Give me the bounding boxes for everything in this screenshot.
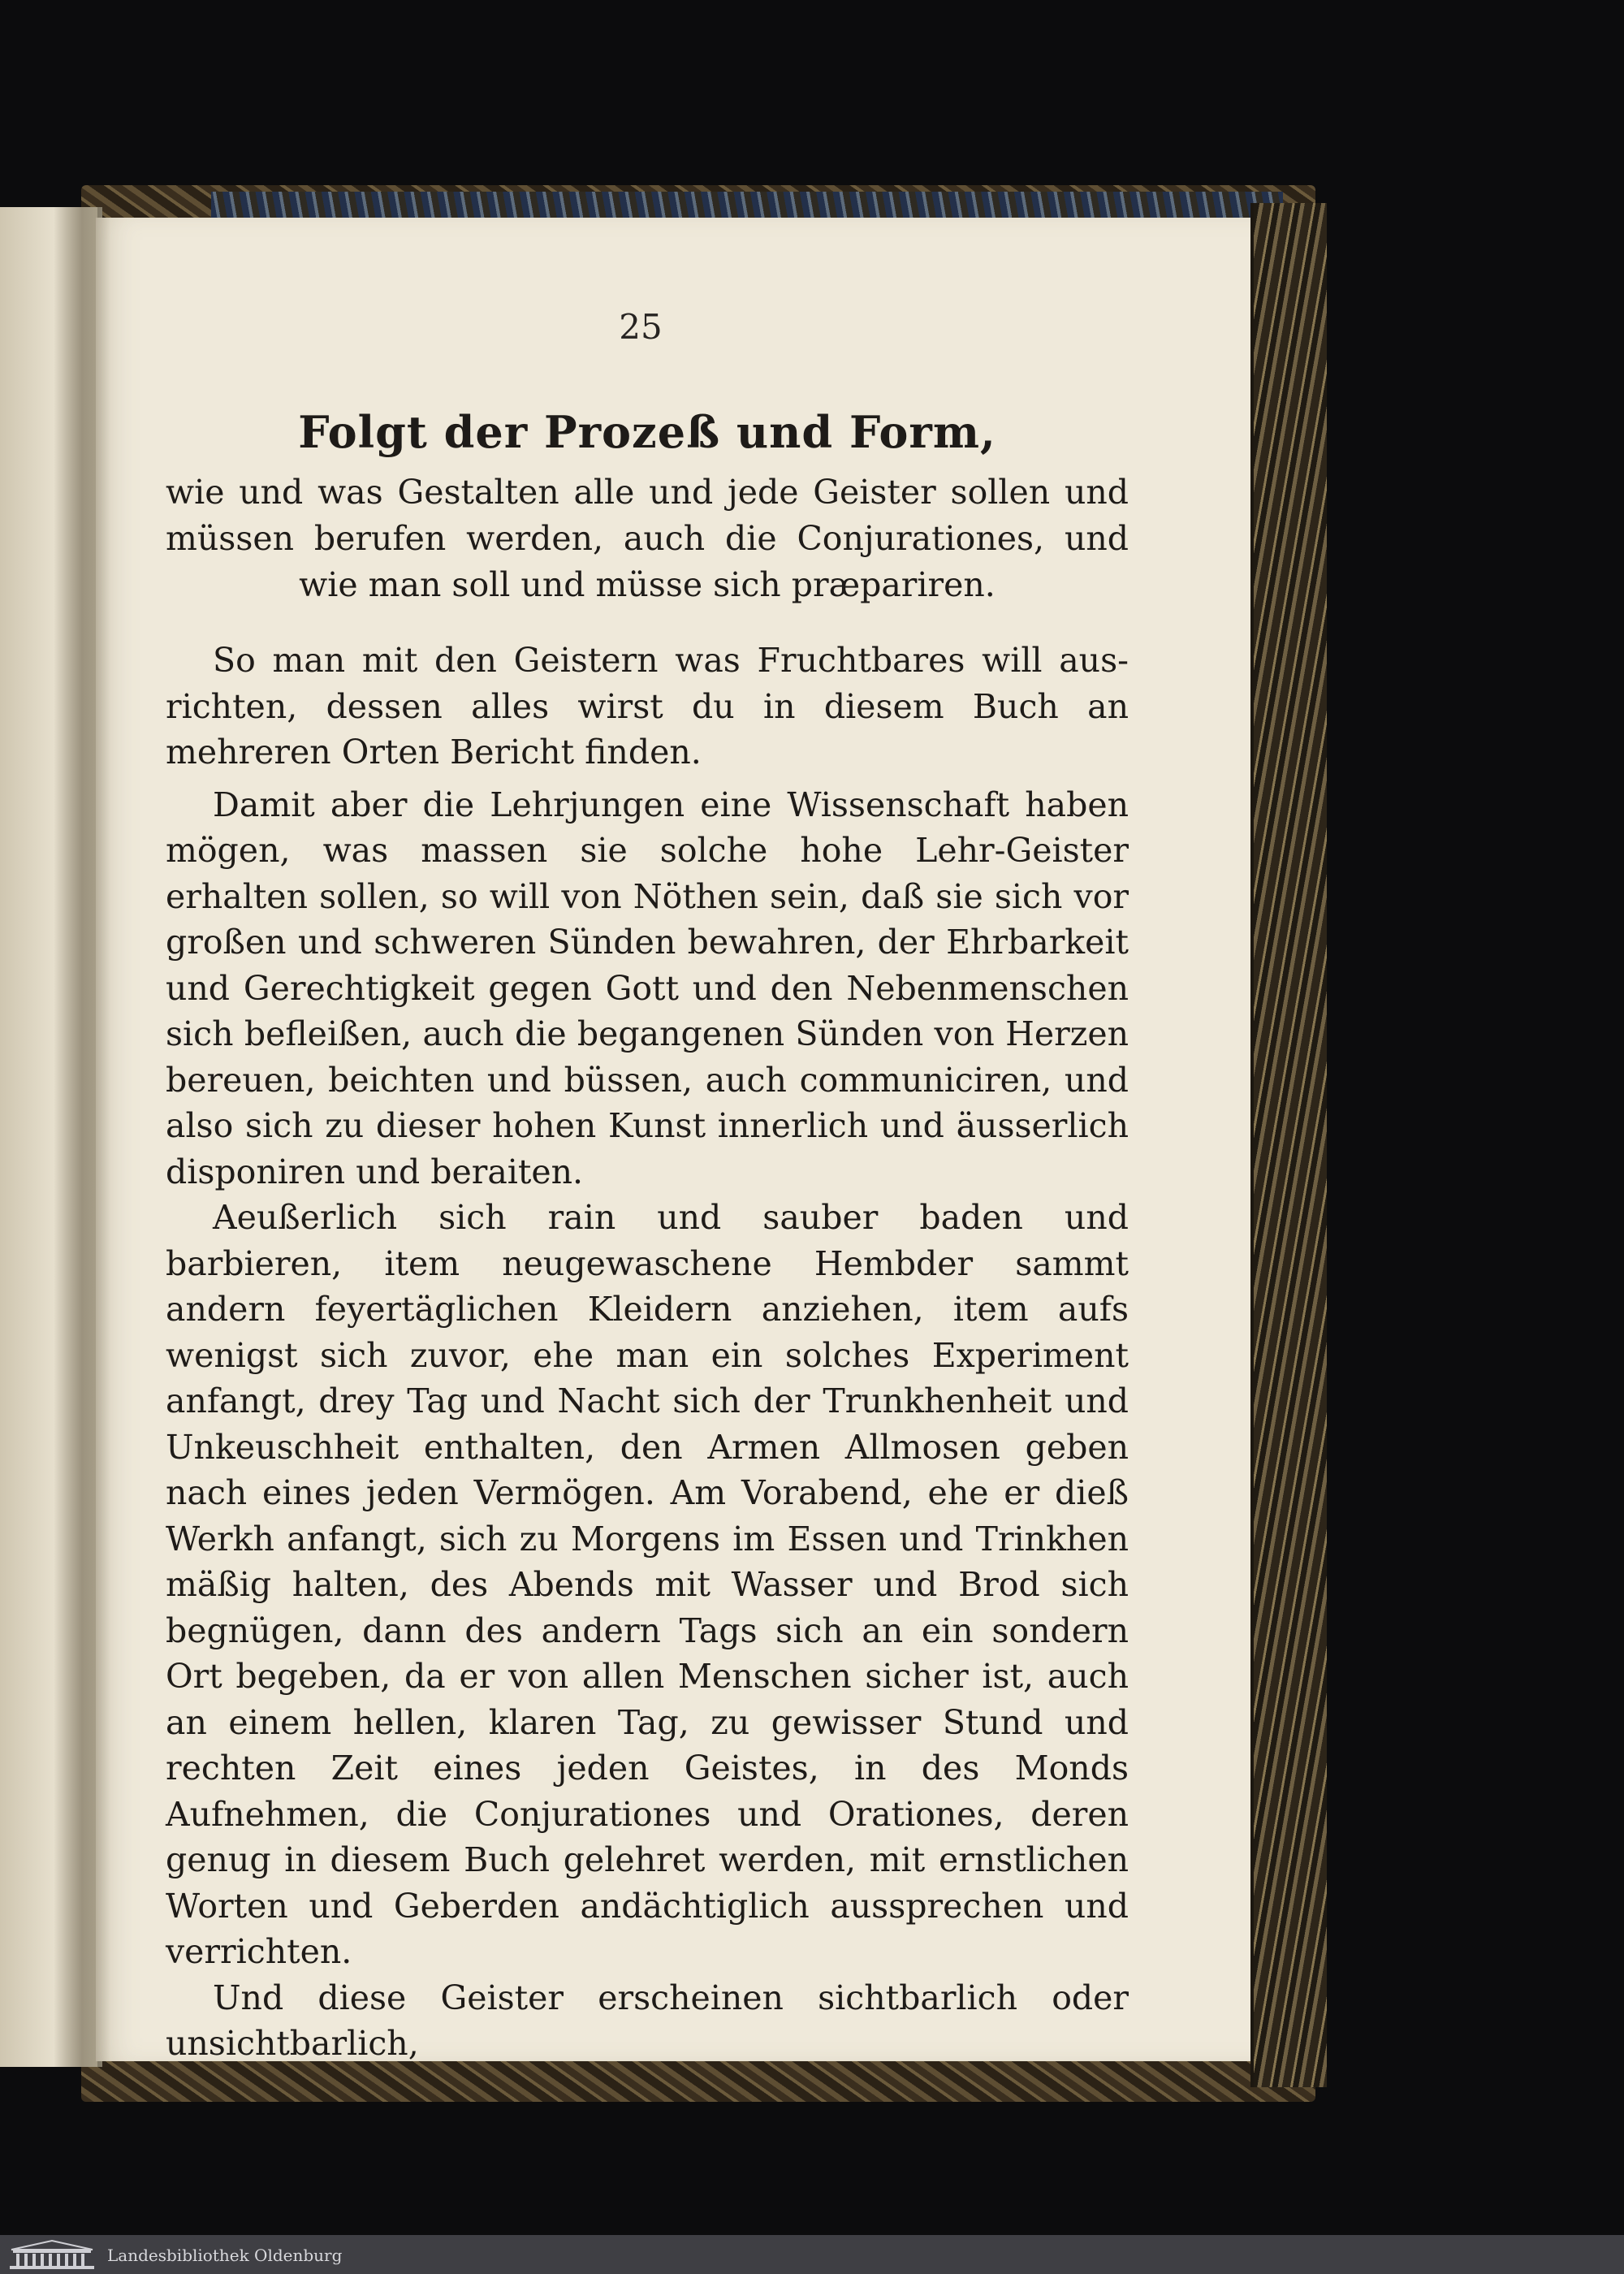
cover-top-edge <box>211 192 1283 221</box>
book-page <box>96 218 1250 2061</box>
page-text <box>166 401 1129 2067</box>
library-building-icon <box>6 2238 97 2271</box>
library-name: Landesbibliothek Oldenburg <box>107 2246 343 2265</box>
page-number: 25 <box>619 307 663 347</box>
paragraph-3: Aeußerlich sich rain und sauber baden und barbieren, item neugewaschene Hembder sammt andern feyertäglichen Kleidern anziehen, item aufs wenigst sich zuvor, ehe man ein solches Experiment anfangt, drey Tag und Nacht sich der Trunkhenheit und Unkeuschheit enthalten, den Armen Allmosen geben nach eines jeden Vermögen. Am Vorabend, ehe er dieß Werkh anfangt, sich zu Morgens im Essen und Trinkhen mäßig halten, des Abends mit Wasser und Brod sich begnügen, dann des andern Tags sich an ein sondern Ort begeben, da er von allen Menschen sicher ist, auch an einem hellen, klaren Tag, zu gewisser Stund und rechten Zeit eines jeden Geistes, in des Monds Aufnehmen, die Conjurationes und Orationes, deren genug in diesem Buch gelehret werden, mit ernstlichen Worten und Geberden andächtiglich aussprechen und verrichten. <box>166 1198 1129 1971</box>
paragraph-4: Und diese Geister erscheinen sichtbarlich oder unsichtbarlich, <box>166 1978 1129 2063</box>
chapter-heading: Folgt der Prozeß und Form, <box>298 406 996 458</box>
paragraph-2: Damit aber die Lehrjungen eine Wissenschaft haben mögen, was massen sie solche hohe Lehr-Geister erhalten sollen, so will von Nöthen sein, daß sie sich vor großen und schweren Sünden bewahren, der Ehrbarkeit und Gerechtigkeit gegen Gott und den Nebenmenschen sich befleißen, auch die begangenen Sünden von Herzen bereuen, beichten und büssen, auch communiciren, und also sich zu dieser hohen Kunst innerlich und äusserlich disponiren und beraiten. <box>166 785 1129 1191</box>
chapter-subheading: wie und was Gestalten alle und jede Geister sollen und müssen berufen werden, auch die Conjurationes, und wie man soll und müsse sich præpariren. <box>166 473 1129 604</box>
spine-shadow <box>54 207 110 2067</box>
paragraph-1: So man mit den Geistern was Fruchtbares will ausrichten, dessen alles wirst du in diesem Buch an mehreren Orten Bericht finden. <box>166 641 1129 772</box>
cover-marbled-edge <box>1250 203 1327 2087</box>
